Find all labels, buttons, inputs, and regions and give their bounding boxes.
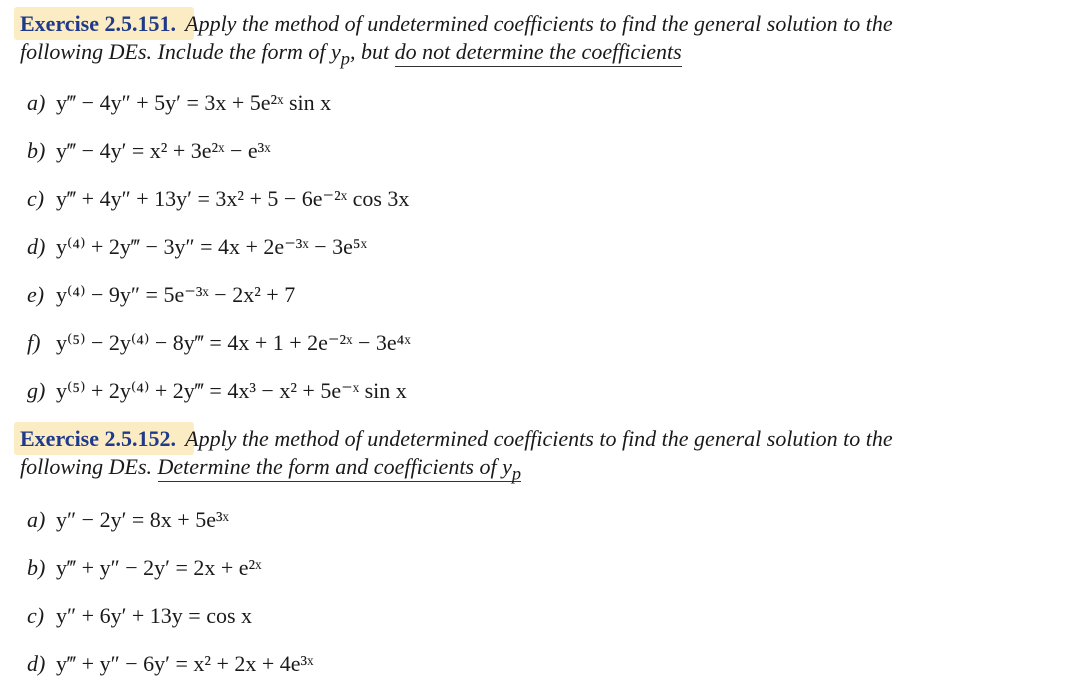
- exercise-151-instruction-1: Apply the method of undetermined coefficients to find the general solution to the: [185, 11, 893, 36]
- exercise-151-yp-subscript: p: [340, 48, 350, 69]
- exercise-152-instruction-1: Apply the method of undetermined coefficients to find the general solution to the: [185, 426, 893, 451]
- exercise-item: [27, 555, 262, 581]
- exercise-item: [27, 507, 229, 533]
- item-equation: y‴ + 4y″ + 13y′ = 3x² + 5 − 6e⁻²ˣ cos 3x: [56, 186, 410, 211]
- exercise-item: [27, 90, 331, 116]
- item-equation: y‴ − 4y″ + 5y′ = 3x + 5e²ˣ sin x: [56, 90, 332, 115]
- item-label: c): [27, 603, 45, 628]
- item-equation: y⁽⁴⁾ − 9y″ = 5e⁻³ˣ − 2x² + 7: [56, 282, 296, 307]
- exercise-152-underlined-instruction: [158, 454, 522, 482]
- exercise-151-instruction-2: following DEs. Include the form of y: [20, 39, 341, 64]
- exercise-item: [27, 603, 252, 629]
- item-equation: y‴ + y″ − 2y′ = 2x + e²ˣ: [56, 555, 262, 580]
- item-label: e): [27, 282, 45, 307]
- exercise-151-line-1: [20, 10, 960, 38]
- item-label: f): [27, 330, 41, 355]
- item-label: b): [27, 138, 46, 163]
- exercise-item: [27, 651, 314, 677]
- item-equation: y‴ − 4y′ = x² + 3e²ˣ − e³ˣ: [56, 138, 271, 163]
- item-label: d): [27, 651, 46, 676]
- exercise-152-underlined-text: Determine the form and coefficients of y: [157, 454, 512, 479]
- item-equation: y″ − 2y′ = 8x + 5e³ˣ: [56, 507, 229, 532]
- exercise-151-line-2: [20, 38, 960, 72]
- exercise-item: [27, 138, 271, 164]
- item-label: b): [27, 555, 46, 580]
- exercise-item: [27, 378, 407, 404]
- item-label: g): [27, 378, 46, 403]
- exercise-item: [27, 186, 409, 212]
- item-label: a): [27, 507, 46, 532]
- exercise-152-header: [20, 425, 960, 487]
- exercise-151-underlined-instruction: do not determine the coefficients: [395, 39, 682, 67]
- item-equation: y⁽⁴⁾ + 2y‴ − 3y″ = 4x + 2e⁻³ˣ − 3e⁵ˣ: [56, 234, 367, 259]
- exercise-151-title: Exercise 2.5.151.: [20, 11, 177, 36]
- exercise-152-line-2: [20, 453, 960, 487]
- exercise-151-header: [20, 10, 960, 72]
- item-label: c): [27, 186, 45, 211]
- item-equation: y‴ + y″ − 6y′ = x² + 2x + 4e³ˣ: [56, 651, 314, 676]
- exercise-item: [27, 282, 295, 308]
- exercise-151-instruction-3: , but: [349, 39, 395, 64]
- item-label: d): [27, 234, 46, 259]
- exercise-152-title: Exercise 2.5.152.: [20, 426, 177, 451]
- item-equation: y⁽⁵⁾ + 2y⁽⁴⁾ + 2y‴ = 4x³ − x² + 5e⁻ˣ sin x: [56, 378, 407, 403]
- item-equation: y⁽⁵⁾ − 2y⁽⁴⁾ − 8y‴ = 4x + 1 + 2e⁻²ˣ − 3e⁴ˣ: [56, 330, 411, 355]
- exercise-152-yp-subscript: p: [511, 463, 522, 484]
- exercise-152-instruction-2: following DEs.: [20, 454, 158, 479]
- exercise-item: [27, 234, 367, 260]
- item-label: a): [27, 90, 46, 115]
- exercise-item: [27, 330, 411, 356]
- exercise-152-line-1: [20, 425, 960, 453]
- item-equation: y″ + 6y′ + 13y = cos x: [56, 603, 253, 628]
